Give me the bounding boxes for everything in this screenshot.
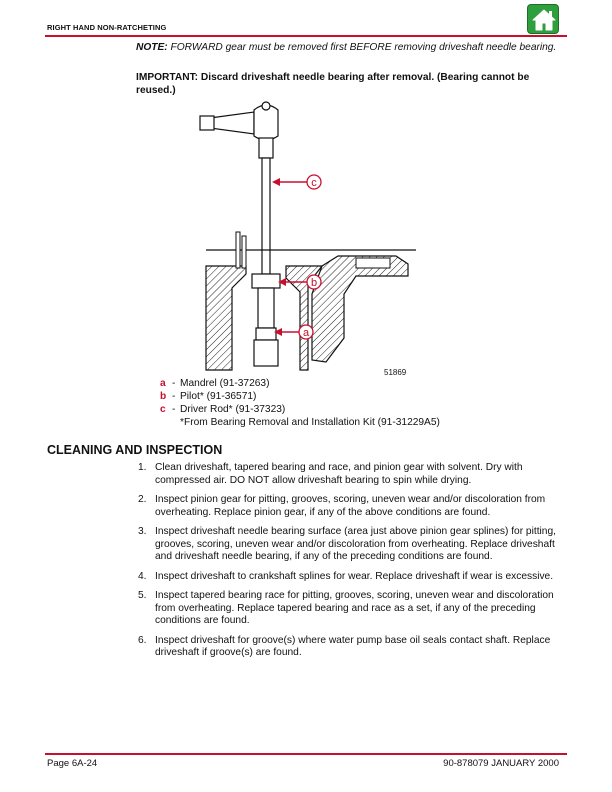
- step-number: 5.: [138, 590, 147, 601]
- note-prefix: NOTE:: [136, 42, 168, 53]
- legend-dash: -: [172, 404, 176, 415]
- document-number: 90-878079 JANUARY 2000: [443, 758, 559, 769]
- important-paragraph: IMPORTANT: Discard driveshaft needle bearing after removal. (Bearing cannot be reused.): [136, 72, 530, 96]
- list-item: [138, 590, 559, 628]
- list-item: [138, 462, 559, 487]
- gear-housing-drawing: [206, 232, 416, 370]
- page-number: Page 6A-24: [47, 758, 98, 769]
- callout-c-letter: c: [311, 177, 317, 189]
- header-rule: [45, 35, 567, 37]
- callout-a-letter: a: [302, 327, 310, 339]
- section-label: RIGHT HAND NON-RATCHETING: [47, 23, 167, 32]
- legend-item: [160, 403, 440, 416]
- step-text: Clean driveshaft, tapered bearing and race, and pinion gear with solvent. Dry with compressed air. DO NOT allow driveshaft bearing to spin while drying.: [155, 462, 523, 486]
- driver-rod-drawing: [262, 158, 270, 274]
- home-button[interactable]: [527, 4, 559, 34]
- legend-dash: -: [172, 378, 176, 389]
- home-icon: [531, 7, 557, 33]
- legend-footnote: *From Bearing Removal and Installation Kit (91-31229A5): [180, 417, 440, 428]
- step-number: 1.: [138, 462, 147, 473]
- legend-item: [160, 377, 440, 390]
- pilot-drawing: [252, 274, 280, 288]
- note-text: FORWARD gear must be removed first BEFORE removing driveshaft needle bearing.: [167, 42, 557, 53]
- list-item: [138, 526, 559, 564]
- footer-rule: [45, 753, 567, 755]
- legend-item: [160, 390, 440, 403]
- step-number: 3.: [138, 526, 147, 537]
- step-number: 2.: [138, 494, 147, 505]
- legend-text: Pilot* (91-36571): [180, 391, 257, 402]
- legend-text: Mandrel (91-37263): [180, 378, 270, 389]
- mandrel-drawing: [256, 328, 276, 340]
- hammer-drawing: [200, 102, 278, 158]
- step-text: Inspect driveshaft for groove(s) where water pump base oil seals contact shaft. Replace driveshaft if groove(s) are found.: [155, 634, 551, 658]
- step-text: Inspect tapered bearing race for pitting, grooves, scoring, uneven wear and discoloration from overheating. Replace tapered bearing and race as a set, if any of the preceding conditions are found.: [155, 590, 554, 626]
- section-heading: CLEANING AND INSPECTION: [47, 443, 223, 457]
- legend-letter: b: [160, 391, 167, 402]
- list-item: [138, 635, 559, 660]
- step-text: Inspect driveshaft to crankshaft splines for wear. Replace driveshaft if wear is excessive.: [155, 570, 554, 582]
- figure-legend: [160, 377, 440, 429]
- inspection-steps: [138, 462, 559, 667]
- legend-dash: -: [172, 391, 176, 402]
- legend-letter: c: [160, 404, 166, 415]
- note-paragraph: [136, 41, 559, 54]
- bearing-removal-illustration: [196, 98, 426, 384]
- list-item: [138, 494, 559, 519]
- list-item: [138, 571, 559, 584]
- callout-b-letter: b: [310, 277, 318, 289]
- step-text: Inspect driveshaft needle bearing surface (area just above pinion gear splines) for pitting, grooves, scoring, uneven wear and/or discoloration from overheating. Replace driveshaft and driveshaft needle bearing, if any of the preceding conditions are found.: [155, 526, 556, 562]
- legend-text: Driver Rod* (91-37323): [180, 404, 286, 415]
- step-number: 4.: [138, 570, 147, 582]
- step-number: 6.: [138, 634, 147, 646]
- step-text: Inspect pinion gear for pitting, grooves, scoring, uneven wear and/or discoloration from overheating. Replace pinion gear, if any of the above conditions are found.: [155, 494, 546, 518]
- legend-letter: a: [160, 378, 166, 389]
- figure-number: 51869: [384, 368, 407, 377]
